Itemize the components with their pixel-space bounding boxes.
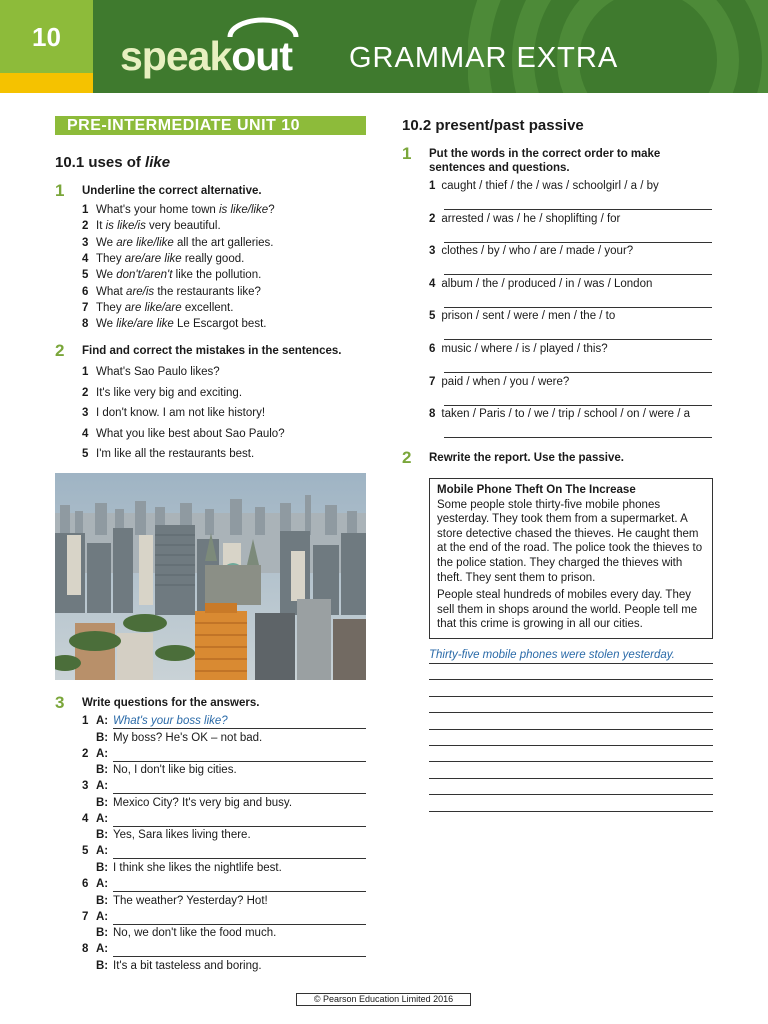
alternative-choice[interactable]: is like/like bbox=[219, 204, 269, 216]
item-text-after: excellent. bbox=[181, 301, 234, 314]
answer-line[interactable] bbox=[444, 372, 712, 373]
item-number: 7 bbox=[82, 910, 89, 923]
item-number: 8 bbox=[82, 943, 89, 956]
item-text: album / the / produced / in / was / London bbox=[441, 277, 653, 290]
alternative-choice[interactable]: are/are like bbox=[124, 252, 182, 265]
item-text-after: Le Escargot best. bbox=[173, 318, 267, 331]
item-text-after: all the art galleries. bbox=[173, 236, 274, 249]
speaker-b-text: The weather? Yesterday? Hot! bbox=[113, 894, 268, 907]
item-text: What you like best about Sao Paulo? bbox=[96, 427, 285, 440]
item-text-before: They bbox=[96, 301, 125, 314]
item-text bbox=[96, 268, 261, 282]
item-text-before: We bbox=[96, 318, 117, 331]
item-number: 3 bbox=[82, 407, 89, 419]
speaker-a-label: A: bbox=[96, 943, 109, 956]
city-skyline-image bbox=[55, 473, 366, 680]
item-number: 8 bbox=[429, 408, 436, 421]
section-title-italic: like bbox=[145, 154, 171, 171]
list-item bbox=[429, 408, 690, 420]
item-number: 4 bbox=[82, 252, 89, 265]
report-title: Mobile Phone Theft On The Increase bbox=[437, 484, 636, 496]
item-number: 3 bbox=[82, 780, 89, 793]
speaker-b-text: It's a bit tasteless and boring. bbox=[113, 959, 262, 972]
section-title-prefix: 10.1 uses of bbox=[55, 154, 146, 171]
item-number: 1 bbox=[82, 715, 89, 727]
answer-line[interactable] bbox=[429, 663, 713, 664]
list-item bbox=[429, 278, 652, 290]
item-text bbox=[96, 252, 244, 266]
item-text bbox=[96, 236, 274, 250]
item-text-after: really good. bbox=[181, 252, 245, 265]
exercise-instruction: Find and correct the mistakes in the sentences. bbox=[82, 345, 342, 357]
exercise-number: 1 bbox=[402, 144, 412, 163]
item-text: I'm like all the restaurants best. bbox=[96, 448, 255, 460]
list-item bbox=[429, 310, 615, 322]
item-text: music / where / is / played / this? bbox=[441, 343, 608, 355]
item-number: 6 bbox=[429, 343, 436, 355]
city-photo bbox=[55, 473, 366, 680]
item-text: paid / when / you / were? bbox=[441, 375, 570, 388]
item-text: It's like very big and exciting. bbox=[96, 386, 243, 399]
list-item bbox=[429, 343, 608, 355]
speaker-a-label: A: bbox=[96, 878, 109, 890]
answer-line[interactable] bbox=[444, 274, 712, 275]
speakout-logo bbox=[120, 33, 292, 80]
item-number: 3 bbox=[82, 236, 89, 249]
list-item bbox=[429, 376, 569, 388]
item-number: 2 bbox=[82, 747, 89, 760]
example-answer[interactable]: What's your boss like? bbox=[113, 715, 228, 727]
answer-line[interactable] bbox=[113, 826, 366, 827]
item-number: 1 bbox=[82, 366, 89, 378]
unit-banner: PRE-INTERMEDIATE UNIT 10 bbox=[55, 116, 366, 135]
answer-line[interactable] bbox=[429, 712, 713, 713]
answer-line[interactable] bbox=[429, 745, 713, 746]
speaker-a-label: A: bbox=[96, 845, 109, 858]
answer-line[interactable] bbox=[113, 858, 366, 859]
logo-speak: speak bbox=[120, 33, 232, 79]
speaker-b-label: B: bbox=[96, 829, 109, 842]
item-text bbox=[96, 219, 221, 233]
answer-line[interactable] bbox=[429, 811, 713, 812]
speaker-a-label: A: bbox=[96, 812, 109, 825]
exercise-instruction-line2: sentences and questions. bbox=[429, 162, 570, 174]
item-text: caught / thief / the / was / schoolgirl / a / by bbox=[441, 180, 659, 192]
item-number: 6 bbox=[82, 878, 89, 890]
item-text-after: very beautiful. bbox=[145, 220, 221, 233]
list-item bbox=[429, 213, 620, 225]
alternative-choice[interactable]: don't/aren't bbox=[116, 269, 173, 282]
section-title-10-2: 10.2 present/past passive bbox=[402, 117, 584, 134]
speaker-b-text: My boss? He's OK – not bad. bbox=[113, 731, 263, 744]
answer-line[interactable] bbox=[444, 209, 712, 210]
item-text: arrested / was / he / shoplifting / for bbox=[441, 212, 621, 225]
speaker-b-label: B: bbox=[96, 959, 109, 972]
item-number: 3 bbox=[429, 245, 436, 258]
speaker-b-text: Yes, Sara likes living there. bbox=[113, 829, 251, 842]
exercise-number: 3 bbox=[55, 693, 65, 712]
list-item bbox=[429, 180, 659, 192]
exercise-number: 2 bbox=[55, 341, 65, 360]
item-text-before: What's your home town bbox=[96, 204, 219, 216]
exercise-number: 2 bbox=[402, 448, 412, 467]
answer-line[interactable] bbox=[444, 307, 712, 308]
item-text-after: the restaurants like? bbox=[154, 285, 261, 298]
answer-line[interactable] bbox=[444, 339, 712, 340]
alternative-choice[interactable]: are/is bbox=[126, 285, 155, 298]
item-text-after: like the pollution. bbox=[172, 269, 262, 282]
item-number: 5 bbox=[82, 269, 89, 282]
item-number: 8 bbox=[82, 318, 89, 331]
item-number: 1 bbox=[82, 204, 89, 216]
item-text-before: They bbox=[96, 252, 125, 265]
answer-line[interactable] bbox=[444, 242, 712, 243]
exercise-instruction: Underline the correct alternative. bbox=[82, 185, 262, 197]
section-title-10-1 bbox=[55, 154, 170, 171]
item-text: taken / Paris / to / we / trip / school / on / were / a bbox=[441, 408, 691, 421]
speaker-b-text: I think she likes the nightlife best. bbox=[113, 861, 282, 874]
item-text bbox=[96, 285, 261, 299]
answer-line[interactable] bbox=[429, 696, 713, 697]
alternative-choice[interactable]: are like/are bbox=[124, 301, 182, 314]
item-number: 5 bbox=[82, 448, 89, 460]
item-number: 5 bbox=[82, 845, 89, 858]
item-number: 4 bbox=[82, 427, 89, 440]
logo-out: out bbox=[231, 33, 293, 79]
item-number: 5 bbox=[429, 310, 436, 323]
speaker-b-label: B: bbox=[96, 731, 109, 744]
exercise-instruction-line1: Put the words in the correct order to make bbox=[429, 148, 661, 160]
answer-line[interactable] bbox=[429, 778, 713, 779]
unit-number: 10 bbox=[32, 22, 61, 52]
item-number: 4 bbox=[82, 812, 89, 825]
item-text: clothes / by / who / are / made / your? bbox=[441, 245, 634, 258]
answer-line[interactable] bbox=[113, 924, 366, 925]
answer-line[interactable] bbox=[444, 405, 712, 406]
exercise-instruction: Write questions for the answers. bbox=[82, 697, 260, 709]
answer-line[interactable] bbox=[429, 794, 713, 795]
speaker-a-label: A: bbox=[96, 747, 109, 760]
item-text-after: ? bbox=[268, 204, 275, 216]
item-number: 7 bbox=[82, 301, 89, 314]
answer-line[interactable] bbox=[429, 761, 713, 762]
answer-line[interactable] bbox=[113, 728, 366, 729]
answer-line[interactable] bbox=[113, 891, 366, 892]
item-text-before: It bbox=[96, 220, 106, 233]
example-answer[interactable]: Thirty-five mobile phones were stolen yesterday. bbox=[429, 649, 675, 661]
answer-line[interactable] bbox=[429, 679, 713, 680]
report-box bbox=[429, 478, 713, 639]
item-text: I don't know. I am not like history! bbox=[96, 407, 266, 419]
answer-line[interactable] bbox=[113, 956, 366, 957]
speaker-b-text: Mexico City? It's very big and busy. bbox=[113, 796, 293, 809]
speaker-b-text: No, we don't like the food much. bbox=[113, 927, 277, 940]
item-text bbox=[96, 317, 266, 331]
speaker-a-label: A: bbox=[96, 780, 109, 793]
item-number: 2 bbox=[82, 220, 89, 233]
item-text: prison / sent / were / men / the / to bbox=[441, 310, 616, 323]
speaker-b-label: B: bbox=[96, 894, 109, 907]
list-item bbox=[429, 245, 633, 257]
speaker-b-label: B: bbox=[96, 796, 109, 809]
item-text-before: What bbox=[96, 285, 127, 298]
item-text: What's Sao Paulo likes? bbox=[96, 366, 220, 378]
answer-line[interactable] bbox=[429, 729, 713, 730]
speaker-a-label: A: bbox=[96, 715, 109, 727]
item-number: 7 bbox=[429, 375, 436, 388]
answer-line[interactable] bbox=[444, 437, 712, 438]
alternative-choice[interactable]: like/are like bbox=[116, 318, 174, 331]
item-number: 2 bbox=[429, 212, 436, 225]
exercise-instruction: Rewrite the report. Use the passive. bbox=[429, 452, 624, 464]
report-paragraph-2: People steal hundreds of mobiles every day. They sell them in shops around the world. People tell me that this crime is growing in all our cities. bbox=[437, 589, 698, 631]
speaker-b-label: B: bbox=[96, 927, 109, 940]
answer-line[interactable] bbox=[113, 761, 366, 762]
exercise-number: 1 bbox=[55, 181, 65, 200]
copyright-footer: © Pearson Education Limited 2016 bbox=[296, 993, 471, 1006]
answer-line[interactable] bbox=[113, 793, 366, 794]
speaker-a-label: A: bbox=[96, 910, 109, 923]
alternative-choice[interactable]: is like/is bbox=[105, 220, 146, 233]
unit-number-box bbox=[0, 0, 93, 73]
page-header bbox=[0, 0, 768, 93]
speaker-b-label: B: bbox=[96, 861, 109, 874]
speaker-b-label: B: bbox=[96, 764, 109, 777]
header-title: GRAMMAR EXTRA bbox=[349, 42, 619, 74]
item-text bbox=[96, 203, 275, 217]
unit-box-strip bbox=[0, 73, 93, 93]
item-number: 6 bbox=[82, 285, 89, 298]
speaker-b-text: No, I don't like big cities. bbox=[113, 764, 237, 777]
report-paragraph-1: Some people stole thirty-five mobile phones yesterday. They took them from a supermarket. A store detective chased the thieves. He caught them at the end of the road. The police took the thieves to the police station. They charged the thieves with theft. They sent them to prison. bbox=[437, 498, 703, 584]
item-number: 1 bbox=[429, 180, 436, 192]
item-text bbox=[96, 301, 233, 315]
item-number: 2 bbox=[82, 386, 89, 399]
alternative-choice[interactable]: are like/like bbox=[116, 236, 174, 249]
item-text-before: We bbox=[96, 269, 117, 282]
item-number: 4 bbox=[429, 277, 436, 290]
item-text-before: We bbox=[96, 236, 117, 249]
